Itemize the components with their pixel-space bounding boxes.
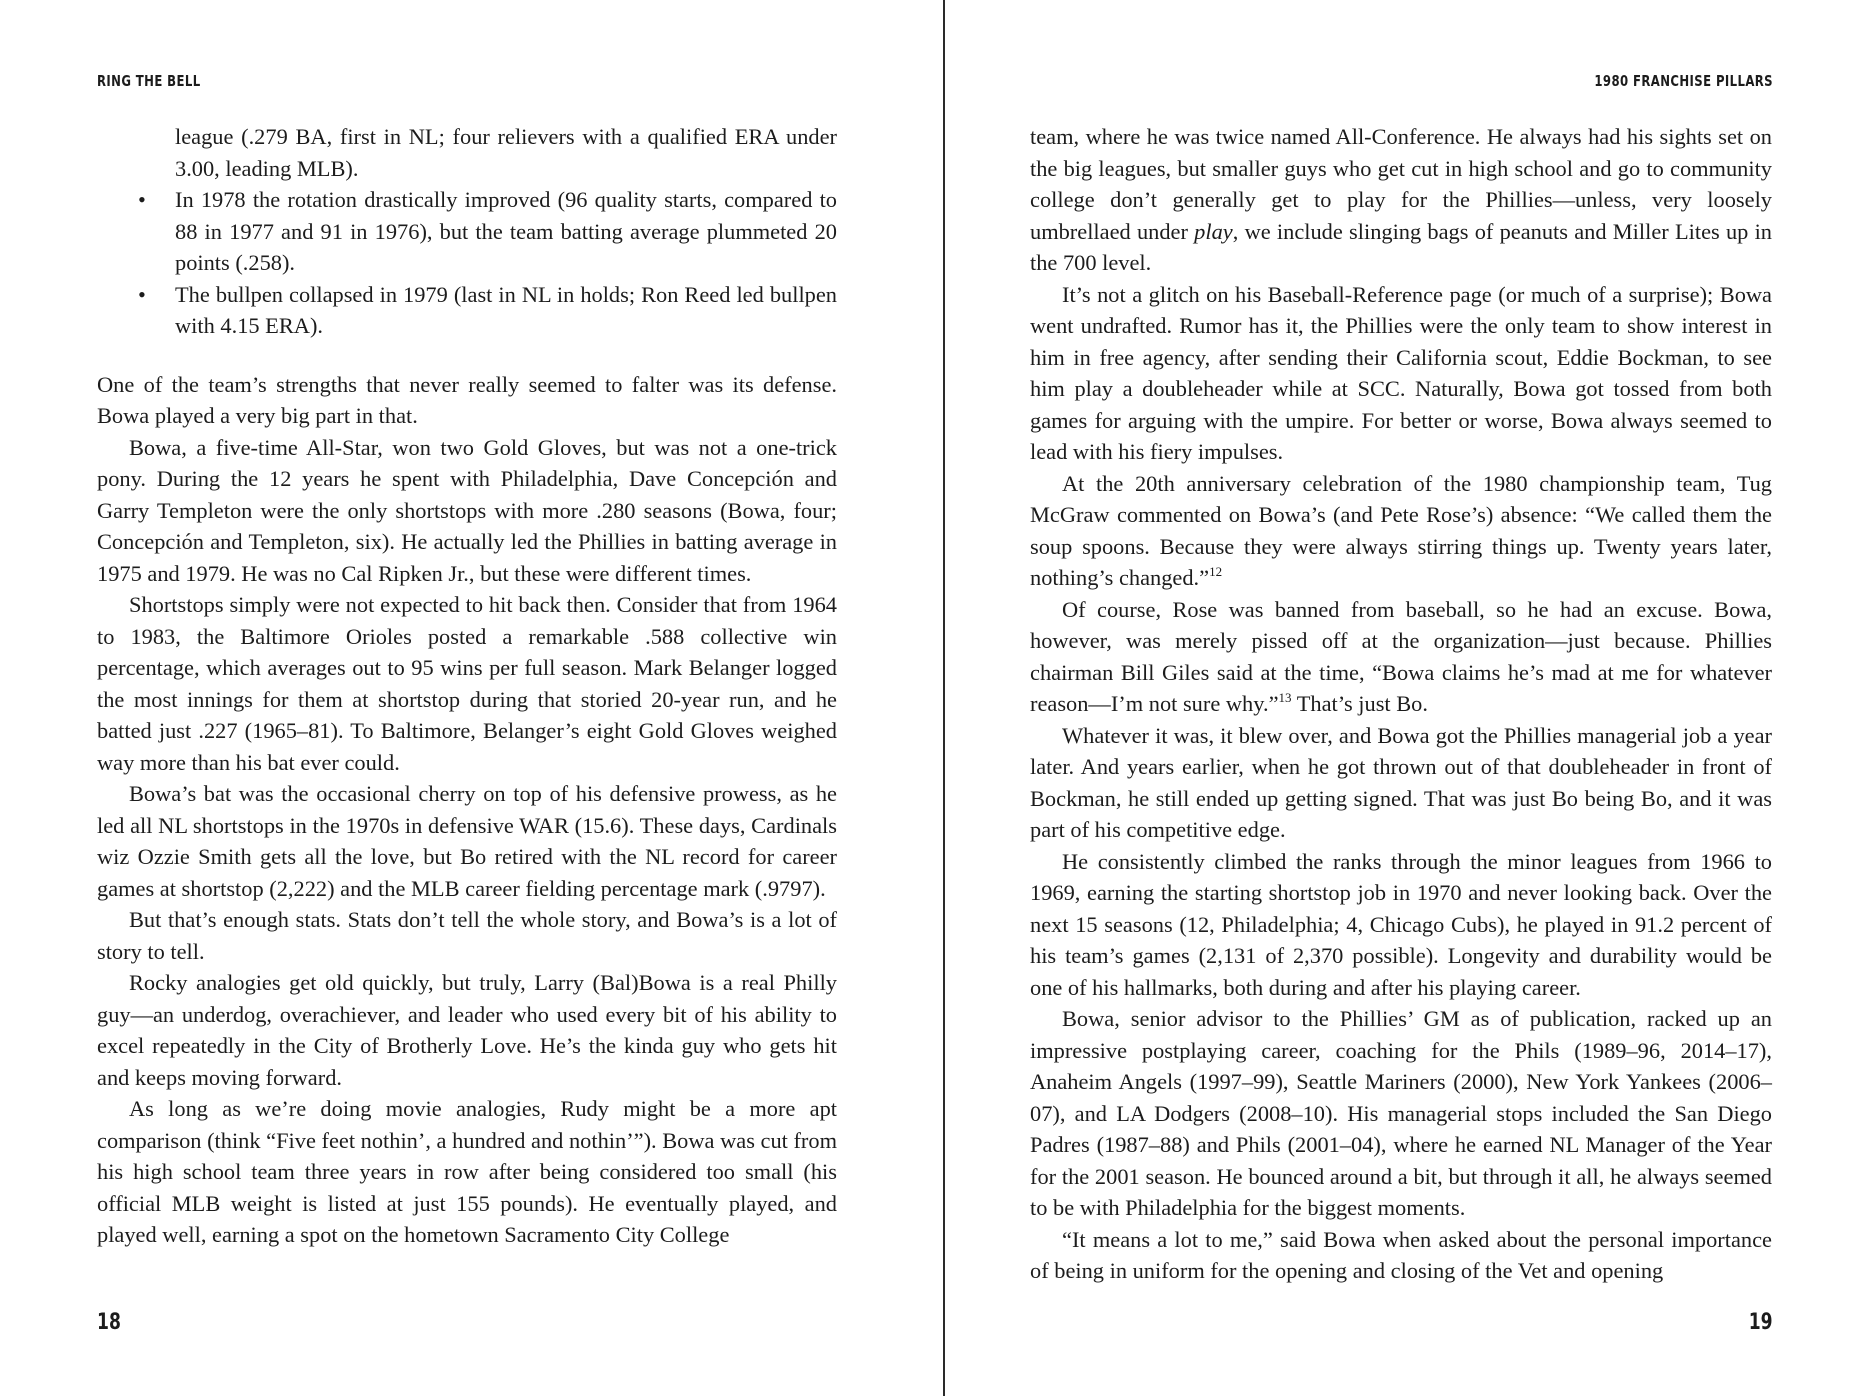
paragraph: He consistently climbed the ranks through the minor leagues from 1966 to 1969, earning the starting shortstop job in 1970 and never looking back. Over the next 15 seasons (12, Philadelphia; 4, Chicago Cubs), he played in 91.2 percent of his team’s games (2,131 of 2,370 possible). Longevity and durability would be one of his hallmarks, both during and after his playing career. <box>1030 848 1772 1000</box>
footnote-ref[interactable]: 12 <box>1209 564 1223 579</box>
paragraph: Bowa, a five-time All-Star, won two Gold Gloves, but was not a one-trick pony. During the 12 years he spent with Philadelphia, Dave Concepción and Garry Templeton were the only shortstops with more .280 seasons (Bowa, four; Concepción and Templeton, six). He actually led the Phillies in batting average in 1975 and 1979. He was no Cal Ripken Jr., but these were different times. <box>97 434 837 586</box>
bullet-list <box>97 121 837 342</box>
paragraph: Of course, Rose was banned from baseball, so he had an excuse. Bowa, however, was merely pissed off at the organization—just because. Phillies chairman Bill Giles said at the time, “Bowa claims he’s mad at me for whatever reason—I’m not sure why.”$^{13}$ That’s just Bo. <box>1030 596 1772 716</box>
running-head-right: 1980 FRANCHISE PILLARS <box>1594 72 1773 90</box>
bullet-icon: • <box>138 187 146 212</box>
list-item-continuation: league (.279 BA, first in NL; four relievers with a qualified ERA under 3.00, leading MLB). <box>175 124 837 181</box>
left-page-body <box>97 121 837 1251</box>
right-page <box>945 0 1862 1396</box>
paragraph: As long as we’re doing movie analogies, Rudy might be a more apt comparison (think “Five feet nothin’, a hundred and nothin’”). Bowa was cut from his high school team three years in row after being considered too small (his official MLB weight is listed at just 155 pounds). He eventually played, and played well, earning a spot on the hometown Sacramento City College <box>97 1096 837 1247</box>
page-number-left: 18 <box>97 1310 121 1335</box>
paragraph: Shortstops simply were not expected to hit back then. Consider that from 1964 to 1983, the Baltimore Orioles posted a remarkable .588 collective win percentage, which averages out to 95 wins per full season. Mark Belanger logged the most innings for them at shortstop during that storied 20-year run, and he batted just .227 (1965–81). To Baltimore, Belanger’s eight Gold Gloves weighed way more than his bat ever could. <box>97 592 837 775</box>
emphasis: play <box>1194 218 1233 244</box>
page-number-right: 19 <box>1749 1310 1773 1335</box>
paragraph: Bowa, senior advisor to the Phillies’ GM as of publication, racked up an impressive postplaying career, coaching for the Phils (1989–96, 2014–17), Anaheim Angels (1997–99), Seattle Mariners (2000), New York Yankees (2006–07), and LA Dodgers (2008–10). His managerial stops included the San Diego Padres (1987–88) and Phils (2001–04), where he earned NL Manager of the Year for the 2001 season. He bounced around a bit, but through it all, he always seemed to be with Philadelphia for the biggest moments. <box>1030 1006 1772 1220</box>
footnote-ref[interactable]: 13 <box>1278 690 1292 705</box>
paragraph: Rocky analogies get old quickly, but truly, Larry (Bal)Bowa is a real Philly guy—an underdog, overachiever, and leader who used every bit of his ability to excel repeatedly in the City of Brotherly Love. He’s the kinda guy who gets hit and keeps moving forward. <box>97 970 837 1090</box>
paragraph: One of the team’s strengths that never really seemed to falter was its defense. Bowa played a very big part in that. <box>97 371 837 428</box>
right-page-body <box>1030 121 1772 1287</box>
paragraph: But that’s enough stats. Stats don’t tell the whole story, and Bowa’s is a lot of story to tell. <box>97 907 837 964</box>
list-item: • In 1978 the rotation drastically improved (96 quality starts, compared to 88 in 1977 and 91 in 1976), but the team batting average plummeted 20 points (.258). <box>97 184 837 279</box>
bullet-icon: • <box>138 281 146 307</box>
paragraph: It’s not a glitch on his Baseball-Reference page (or much of a surprise); Bowa went undrafted. Rumor has it, the Phillies were the only team to show interest in him in free agency, after sending their California scout, Eddie Bockman, to see him play a doubleheader while at SCC. Naturally, Bowa got tossed from both games for arguing with the umpire. For better or worse, Bowa always seemed to lead with his fiery impulses. <box>1030 281 1772 464</box>
paragraph: Whatever it was, it blew over, and Bowa got the Phillies managerial job a year later. And years earlier, when he got thrown out of that doubleheader in front of Bockman, he still ended up getting signed. That was just Bo being Bo, and it was part of his competitive edge. <box>1030 722 1772 842</box>
paragraph: At the 20th anniversary celebration of the 1980 championship team, Tug McGraw commented on Bowa’s (and Pete Rose’s) absence: “We called them the soup spoons. Because they were always stirring things up. Twenty years later, nothing’s changed.”$^{12}$ <box>1030 470 1772 590</box>
list-item: • The bullpen collapsed in 1979 (last in NL in holds; Ron Reed led bullpen with 4.15 ERA). <box>97 279 837 342</box>
paragraph: Bowa’s bat was the occasional cherry on top of his defensive prowess, as he led all NL shortstops in the 1970s in defensive WAR (15.6). These days, Cardinals wiz Ozzie Smith gets all the love, but Bo retired with the NL record for career games at shortstop (2,222) and the MLB career fielding percentage mark (.9797). <box>97 781 837 901</box>
paragraph: team, where he was twice named All-Conference. He always had his sights set on the big leagues, but smaller guys who get cut in high school and go to community college don’t generally get to play for the Phillies—unless, very loosely umbrellaed under play, we include slinging bags of peanuts and Miller Lites up in the 700 level. <box>1030 124 1773 275</box>
paragraph: “It means a lot to me,” said Bowa when asked about the personal importance of being in uniform for the opening and closing of the Vet and opening <box>1030 1226 1772 1283</box>
running-head-left: RING THE BELL <box>97 72 201 90</box>
